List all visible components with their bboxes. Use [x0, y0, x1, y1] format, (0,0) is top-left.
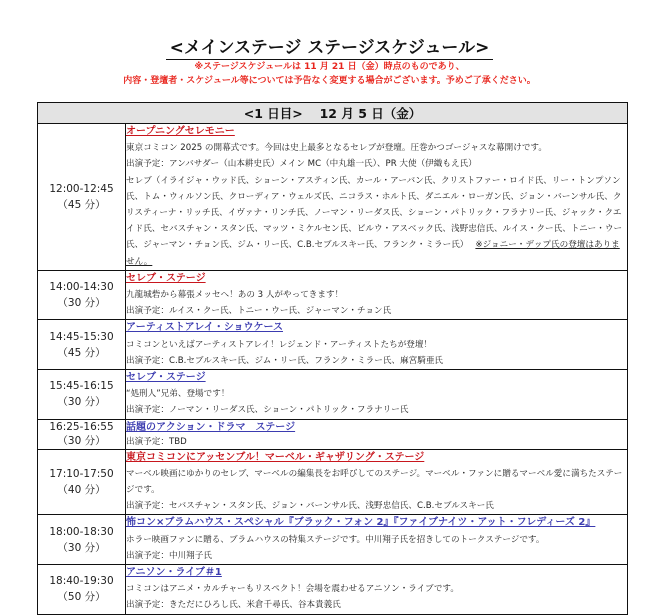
- schedule-row: [38, 565, 628, 615]
- event-description: コミコンはアニメ・カルチャーもリスペクト！会場を震わせるアニソン・ライブです。: [126, 584, 459, 595]
- day-header-row: [38, 103, 628, 124]
- duration: （50 分）: [57, 591, 106, 604]
- time-cell: [38, 449, 126, 515]
- event-detail: [126, 515, 628, 565]
- event-title-link[interactable]: アニソン・ライブ＃1: [126, 567, 222, 579]
- event-title-link[interactable]: セレブ・ステージ: [126, 372, 206, 384]
- event-description: コミコンといえばアーティストアレイ！レジェンド・アーティストたちが登壇！: [126, 339, 433, 350]
- event-celebs: [126, 173, 627, 270]
- time-cell: [38, 419, 126, 449]
- time-range: 15:45-16:15: [49, 380, 114, 393]
- time-range: 14:45-15:30: [49, 330, 114, 343]
- event-title-link[interactable]: 話題のアクション・ドラマ ステージ: [126, 421, 296, 433]
- event-performers: 出演予定：C.B.セブルスキー氏、ジム・リー氏、フランク・ミラー氏、麻宮騎亜氏: [126, 355, 444, 366]
- page-title-text: <メインステージ ステージスケジュール>: [166, 38, 494, 60]
- event-performers: 出演予定：セバスチャン・スタン氏、ジョン・バーンサル氏、浅野忠信氏、C.B.セブルスキー氏: [126, 501, 494, 512]
- event-title-link[interactable]: セレブ・ステージ: [126, 272, 206, 284]
- event-detail: [126, 449, 628, 515]
- duration: （30 分）: [57, 435, 106, 448]
- event-performers: 出演予定：きただにひろし氏、米倉千尋氏、谷本貴義氏: [126, 600, 341, 611]
- duration: （40 分）: [57, 484, 106, 497]
- time-range: 14:00-14:30: [49, 281, 114, 294]
- schedule-row: [38, 419, 628, 449]
- time-cell: [38, 124, 126, 271]
- event-description: ホラー映画ファンに贈る、ブラムハウスの特集ステージです。中川翔子氏を招きしてのトークステージです。: [126, 534, 545, 545]
- time-cell: [38, 370, 126, 420]
- duration: （45 分）: [57, 198, 106, 211]
- event-detail: [126, 565, 628, 615]
- event-title-link[interactable]: オープニングセレモニー: [126, 126, 235, 137]
- time-range: 18:00-18:30: [49, 525, 114, 538]
- time-range: 12:00-12:45: [49, 182, 114, 195]
- schedule-row: [38, 449, 628, 515]
- time-cell: [38, 320, 126, 370]
- time-cell: [38, 515, 126, 565]
- schedule-row: [38, 515, 628, 565]
- event-performers: 出演予定：TBD: [126, 436, 187, 447]
- schedule-row: [38, 124, 628, 271]
- time-cell: [38, 270, 126, 320]
- schedule-row: [38, 270, 628, 320]
- time-range: 18:40-19:30: [49, 575, 114, 588]
- event-title-link[interactable]: 東京コミコンにアッセンブル！マーベル・ギャザリング・ステージ: [126, 451, 425, 463]
- event-performers: 出演予定：中川翔子氏: [126, 550, 212, 561]
- event-description: 九龍城砦から幕張メッセへ！あの 3 人がやってきます！: [126, 290, 344, 301]
- time-cell: [38, 565, 126, 615]
- event-description: 東京コミコン 2025 の開幕式です。今回は史上最多となるセレブが登壇。圧巻かつゴージャスな幕開けです。: [126, 143, 547, 154]
- duration: （30 分）: [57, 297, 106, 310]
- notice-line-1: ※ステージスケジュールは 11 月 21 日（金）時点のものであり、: [194, 62, 465, 72]
- duration: （30 分）: [57, 541, 106, 554]
- schedule-row: [38, 320, 628, 370]
- duration: （30 分）: [57, 396, 106, 409]
- duration: （45 分）: [57, 346, 106, 359]
- time-range: 16:25-16:55: [49, 421, 114, 434]
- notice-line-2: 内容・登壇者・スケジュール等については予告なく変更する場合がございます。予めご了承ください。: [123, 76, 536, 86]
- event-detail: [126, 270, 628, 320]
- event-detail: [126, 419, 628, 449]
- event-performers: 出演予定：ルイス・クー氏、トニー・ウー氏、ジャーマン・チョン氏: [126, 306, 392, 317]
- event-detail: [126, 124, 628, 271]
- event-note: ※ジョニー・デップ氏の登壇はありません。: [126, 240, 620, 267]
- event-description: マーベル映画にゆかりのセレブ、マーベルの編集長をお呼びしてのステージ。マーベル・ファンに贈るマーベル愛に満ちたステージです。: [126, 468, 623, 496]
- event-description: “処刑人”兄弟、登場です！: [126, 389, 230, 400]
- schedule-row: [38, 370, 628, 420]
- schedule-table: [37, 102, 628, 615]
- event-title-link[interactable]: アーティストアレイ・ショウケース: [126, 322, 283, 334]
- time-range: 17:10-17:50: [49, 468, 114, 481]
- page-title: [0, 38, 659, 60]
- celebs-list: セレブ（イライジャ・ウッド氏、ショーン・アスティン氏、カール・アーバン氏、クリストファー・ロイド氏、リー・トンプソン氏、トム・ウィルソン氏、クローディア・ウェルズ氏、ニコラス・ホルト氏、ダニエル・ローガン氏、ジョン・バーンサル氏、クリスティーナ・リッチ氏、イヴァナ・リンチ氏、ノーマン・リーダス氏、ショーン・パトリック・フラナリー氏、ジャック・クエイド氏、セバスチャン・スタン氏、マッツ・ミケルセン氏、ビルウ・アスベック氏、浅野忠信氏、ルイス・クー氏、トニー・ウー氏、ジャーマン・チョン氏、ジム・リー氏、C.B.セブルスキー氏、フランク・ミラー氏）: [126, 175, 623, 251]
- event-performers: 出演予定：アンバサダー（山本耕史氏）メイン MC（中丸雄一氏）、PR 大使（伊織もえ氏）: [126, 159, 477, 170]
- event-title-link[interactable]: 怖コン×ブラムハウス・スペシャル『ブラック・フォン 2』『ファイブナイツ・アット・フレディーズ 2』: [126, 517, 596, 529]
- event-detail: [126, 320, 628, 370]
- event-performers: 出演予定：ノーマン・リーダス氏、ショーン・パトリック・フラナリー氏: [126, 405, 409, 416]
- event-detail: [126, 370, 628, 420]
- day-header: <1 日目> 12 月 5 日（金）: [38, 103, 628, 124]
